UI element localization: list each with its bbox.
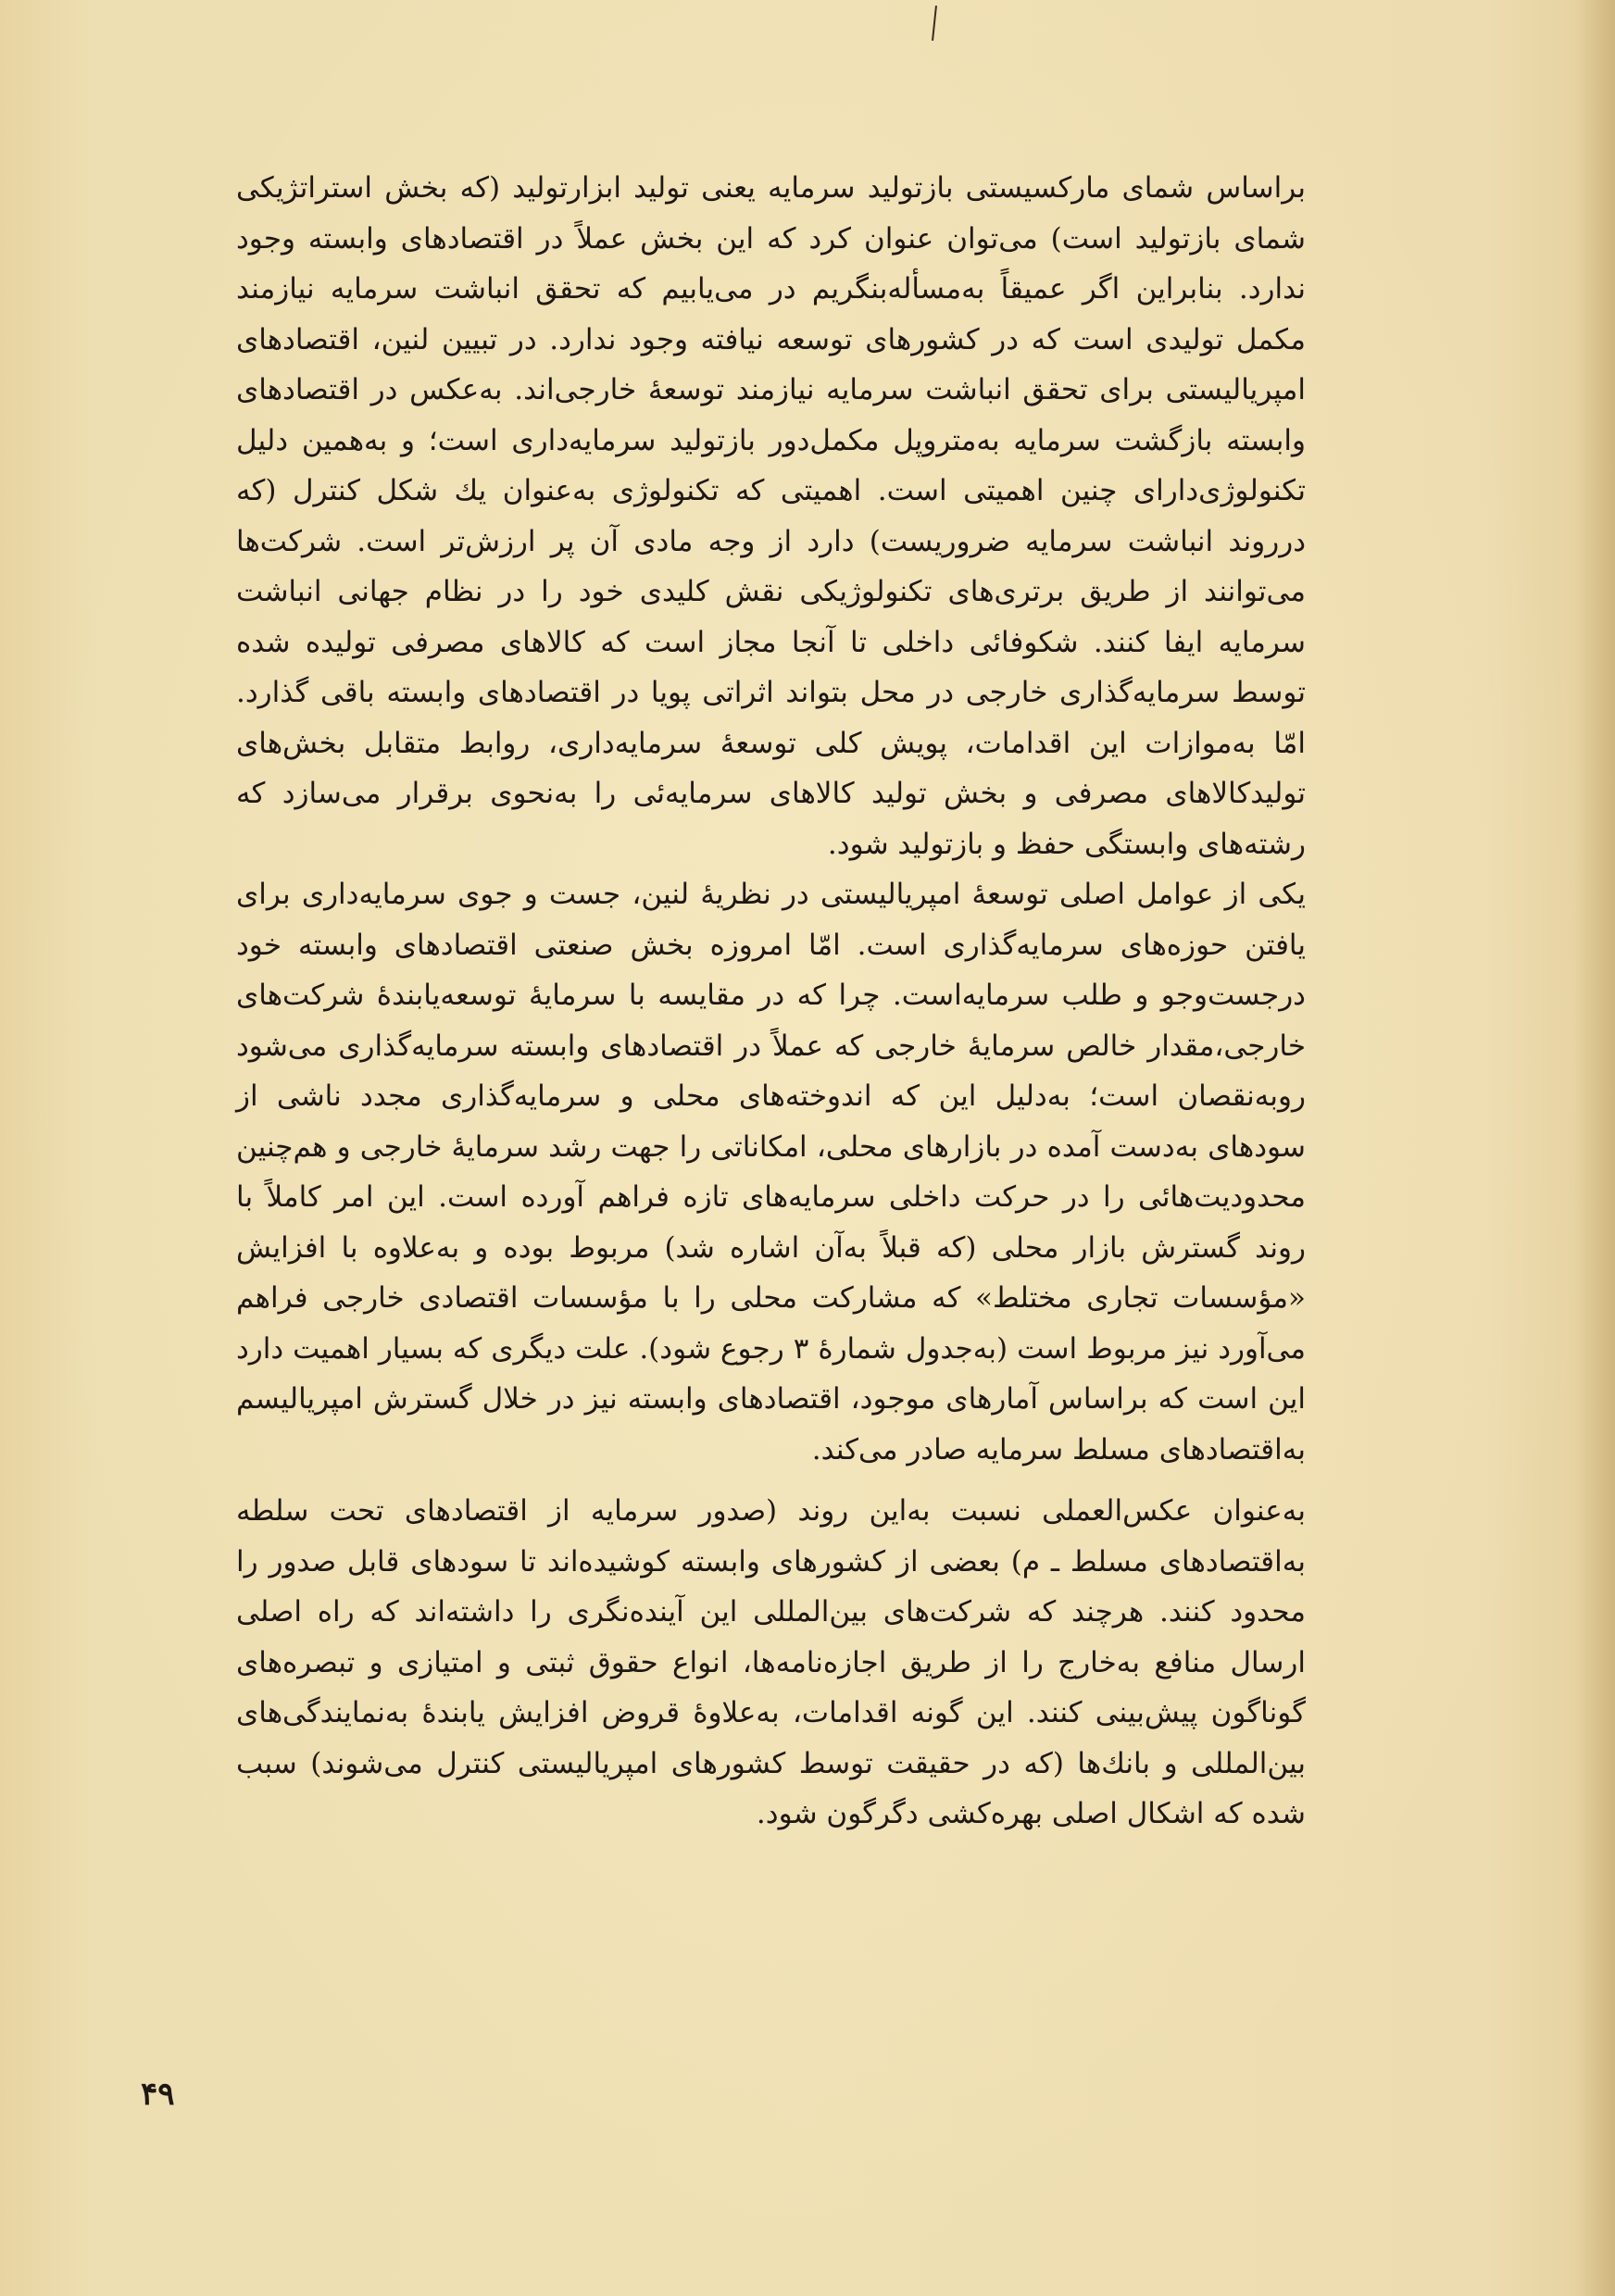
binding-edge-shadow bbox=[1574, 0, 1615, 2296]
pen-mark bbox=[932, 6, 937, 41]
paragraph-1: براساس شمای مارکسیستی بازتولید سرمایه یعنی تولید ابزارتولید (که بخش استراتژیکی شمای بازتولید است) می‌توان عنوان کرد که این بخش عملاً در اقتصادهای وابسته وجود ندارد. بنابراین اگر عمیقاً به‌مسأله‌بنگریم در می‌یابیم که تحقق انباشت سرمایه نیازمند مکمل تولیدی است که در کشورهای توسعه نیافته وجود ندارد. در تبیین لنین، اقتصادهای امپریالیستی برای تحقق انباشت سرمایه نیازمند توسعهٔ خارجی‌اند. به‌عکس در اقتصادهای وابسته بازگشت سرمایه به‌متروپل مکمل‌دور بازتولید سرمایه‌داری است؛ و به‌همین دلیل تکنولوژی‌دارای چنین اهمیتی است. اهمیتی که تکنولوژی به‌عنوان یك شکل کنترل (که درروند انباشت سرمایه ضروریست) دارد از وجه مادی آن پر ارزش‌تر است. شرکت‌ها می‌توانند از طریق برتری‌های تکنولوژیکی نقش کلیدی خود را در نظام جهانی انباشت سرمایه ایفا کنند. شکوفائی داخلی تا آنجا مجاز است که کالاهای مصرفی تولیده شده توسط سرمایه‌گذاری خارجی در محل بتواند اثراتی پویا در اقتصادهای وابسته باقی گذارد. امّا به‌موازات این اقدامات، پویش کلی توسعهٔ سرمایه‌داری، روابط متقابل بخش‌های تولیدکالاهای مصرفی و بخش تولید کالاهای سرمایه‌ئی را به‌نحوی برقرار می‌سازد که رشته‌های وابستگی حفظ و بازتولید شود. bbox=[236, 171, 1306, 861]
body-text bbox=[236, 163, 1306, 1840]
page-number: ۴۹ bbox=[141, 2076, 175, 2113]
paragraph-2: یکی از عوامل اصلی توسعهٔ امپریالیستی در نظریهٔ لنین، جست و جوی سرمایه‌داری برای یافتن حوزه‌های سرمایه‌گذاری است. امّا امروزه بخش صنعتی اقتصادهای وابسته خود درجست‌وجو و طلب سرمایه‌است. چرا که در مقایسه با سرمایهٔ توسعه‌یابندهٔ شرکت‌های خارجی،مقدار خالص سرمایهٔ خارجی که عملاً در اقتصادهای وابسته سرمایه‌گذاری می‌شود روبه‌نقصان است؛ به‌دلیل این که اندوخته‌های محلی و سرمایه‌گذاری مجدد ناشی از سودهای به‌دست آمده در بازارهای محلی، امکاناتی را جهت رشد سرمایهٔ خارجی و هم‌چنین محدودیت‌هائی را در حرکت داخلی سرمایه‌های تازه فراهم آورده است. این امر کاملاً با روند گسترش بازار محلی (که قبلاً به‌آن اشاره شد) مربوط بوده و به‌علاوه با افزایش «مؤسسات تجاری مختلط» که مشارکت محلی را با مؤسسات اقتصادی خارجی فراهم می‌آورد نیز مربوط است (به‌جدول شمارهٔ ۳ رجوع شود). علت دیگری که بسیار اهمیت دارد این است که براساس آمارهای موجود، اقتصادهای وابسته نیز در خلال گسترش امپریالیسم به‌اقتصادهای مسلط سرمایه صادر می‌کند. bbox=[236, 878, 1307, 1466]
paragraph-3: به‌عنوان عکس‌العملی نسبت به‌این روند (صدور سرمایه از اقتصادهای تحت سلطه به‌اقتصادهای مسلط ـ م) بعضی از کشورهای وابسته کوشیده‌اند تا سودهای قابل صدور را محدود کنند. هرچند که شرکت‌های بین‌المللی این آینده‌نگری را داشته‌اند که راه اصلی ارسال منافع به‌خارج را از طریق اجازه‌نامه‌ها، انواع حقوق ثبتی و امتیازی و تبصره‌های گوناگون پیش‌بینی کنند. این گونه اقدامات، به‌علاوهٔ قروض افزایش یابندهٔ به‌نمایندگی‌های بین‌المللی و بانك‌ها (که در حقیقت توسط کشورهای امپریالیستی کنترل می‌شوند) سبب شده که اشکال اصلی بهره‌کشی دگرگون شود. bbox=[236, 1494, 1306, 1830]
